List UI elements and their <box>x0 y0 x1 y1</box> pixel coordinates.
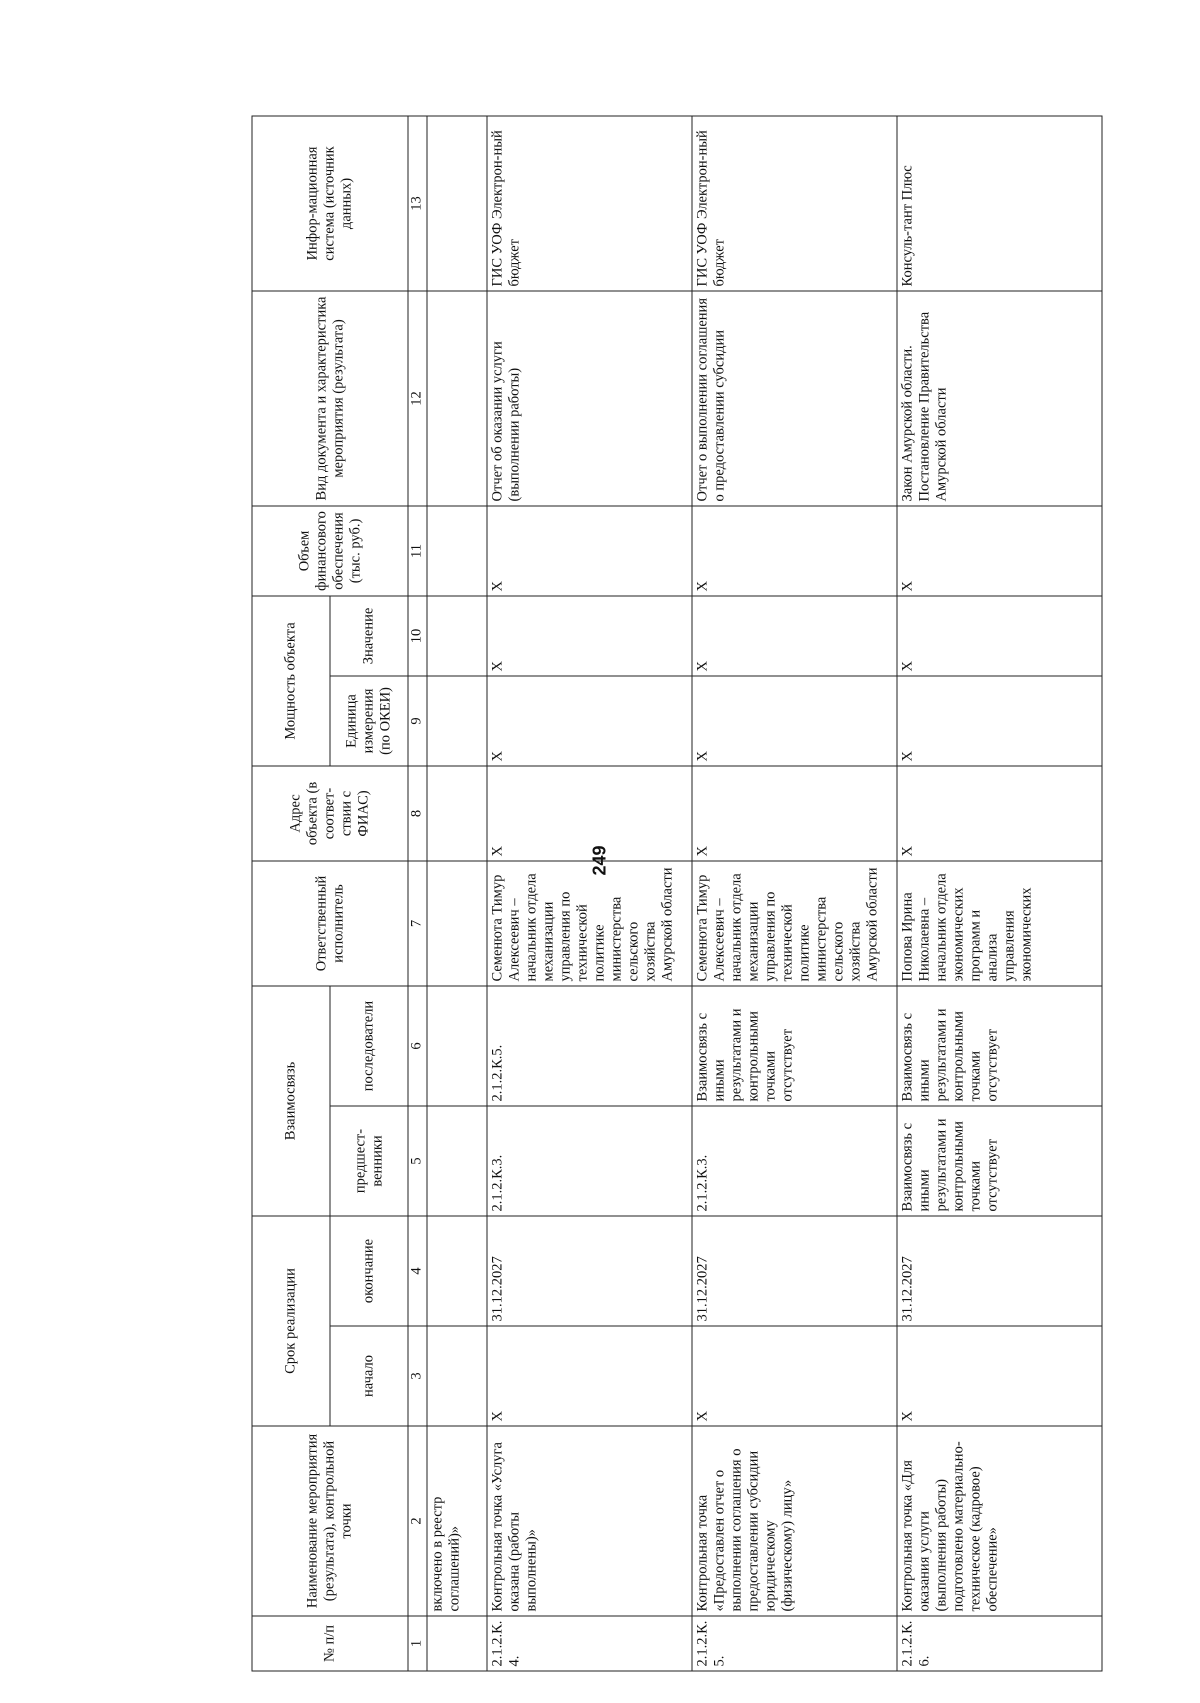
row-info-system: ГИС УОФ Электрон-ный бюджет <box>692 116 897 291</box>
header-unit: Единица измерения (по ОКЕИ) <box>330 676 408 766</box>
row-predecessors: 2.1.2.К.3. <box>487 1106 692 1216</box>
row-address: X <box>487 766 692 861</box>
row-info-system: Консуль-тант Плюс <box>897 116 1102 291</box>
header-start: начало <box>330 1326 408 1426</box>
header-num: № п/п <box>252 1616 408 1671</box>
row-value: X <box>692 596 897 676</box>
row-predecessors: Взаимосвязь с иными результатами и контрольными точками отсутствует <box>897 1106 1102 1216</box>
row-name: Контрольная точка «Услуга оказана (работы выполнены)» <box>487 1426 692 1616</box>
row-address: X <box>897 766 1102 861</box>
row-responsible: Семенюта Тимур Алексеевич – начальник отдела механизации управления по технической политике министерства сельского хозяйства Амурской области <box>692 861 897 986</box>
column-numbers-row <box>408 116 427 1671</box>
row-unit: X <box>897 676 1102 766</box>
row-doc-type: Отчет о выполнении соглашения о предоставлении субсидии <box>692 291 897 506</box>
row-name: Контрольная точка «Для оказания услуги (выполнения работы) подготовлено материально-техническое (кадровое) обеспечение» <box>897 1426 1102 1616</box>
row-end: 31.12.2027 <box>692 1216 897 1326</box>
row-info-system: ГИС УОФ Электрон-ный бюджет <box>487 116 692 291</box>
table-row <box>897 116 1102 1671</box>
header-row-1 <box>252 116 330 1671</box>
row-num: 2.1.2.К.6. <box>897 1616 1102 1671</box>
row-start: X <box>692 1326 897 1426</box>
header-successors: последователи <box>330 986 408 1106</box>
header-capacity: Мощность объекта <box>252 596 330 766</box>
header-info-system: Инфор-мационная система (источник данных) <box>252 116 408 291</box>
row-start: X <box>897 1326 1102 1426</box>
header-relation: Взаимосвязь <box>252 986 330 1216</box>
header-doc-type: Вид документа и характеристика мероприятия (результата) <box>252 291 408 506</box>
row-responsible: Семенюта Тимур Алексеевич – начальник отдела механизации управления по технической политике министерства сельского хозяйства Амурской области <box>487 861 692 986</box>
header-predecessors: предшест-венники <box>330 1106 408 1216</box>
header-end: окончание <box>330 1216 408 1326</box>
row-doc-type: Закон Амурской области. Постановление Правительства Амурской области <box>897 291 1102 506</box>
row-unit: X <box>487 676 692 766</box>
row-num: 2.1.2.К.4. <box>487 1616 692 1671</box>
header-value: Значение <box>330 596 408 676</box>
table-row <box>487 116 692 1671</box>
row-doc-type: Отчет об оказании услуги (выполнении работы) <box>487 291 692 506</box>
row-value: X <box>897 596 1102 676</box>
col-num: 8 <box>408 766 427 861</box>
row-start: X <box>487 1326 692 1426</box>
row-responsible: Попова Ирина Николаевна – начальник отдела экономических программ и анализа управления экономических <box>897 861 1102 986</box>
rotated-table-sheet <box>252 117 1112 1672</box>
col-num: 5 <box>408 1106 427 1216</box>
row-value: X <box>487 596 692 676</box>
row-predecessors: 2.1.2.К.3. <box>692 1106 897 1216</box>
row-num: 2.1.2.К.5. <box>692 1616 897 1671</box>
col-num: 4 <box>408 1216 427 1326</box>
continuation-row <box>427 116 487 1671</box>
header-responsible: Ответственный исполнитель <box>252 861 408 986</box>
plan-table <box>252 115 1103 1671</box>
row-funding: X <box>897 506 1102 596</box>
row-successors: Взаимосвязь с иными результатами и контрольными точками отсутствует <box>692 986 897 1106</box>
col-num: 9 <box>408 676 427 766</box>
col-num: 10 <box>408 596 427 676</box>
page-number: 249 <box>589 845 610 876</box>
col-num: 11 <box>408 506 427 596</box>
row-successors: 2.1.2.К.5. <box>487 986 692 1106</box>
continuation-name: включено в реестр соглашений)» <box>427 1426 487 1616</box>
col-num: 1 <box>408 1616 427 1671</box>
table-row <box>692 116 897 1671</box>
row-name: Контрольная точка «Предоставлен отчет о выполнении соглашения о предоставлении субсидии юридическому (физическому) лицу» <box>692 1426 897 1616</box>
row-end: 31.12.2027 <box>487 1216 692 1326</box>
row-successors: Взаимосвязь с иными результатами и контрольными точками отсутствует <box>897 986 1102 1106</box>
header-address: Адрес объекта (в соответ-ствии с ФИАС) <box>252 766 408 861</box>
row-address: X <box>692 766 897 861</box>
col-num: 7 <box>408 861 427 986</box>
col-num: 13 <box>408 116 427 291</box>
header-name: Наименование мероприятия (результата), контрольной точки <box>252 1426 408 1616</box>
col-num: 3 <box>408 1326 427 1426</box>
col-num: 6 <box>408 986 427 1106</box>
row-unit: X <box>692 676 897 766</box>
header-period: Срок реализации <box>252 1216 330 1426</box>
row-end: 31.12.2027 <box>897 1216 1102 1326</box>
row-funding: X <box>487 506 692 596</box>
header-funding: Объем финансового обеспечения (тыс. руб.) <box>252 506 408 596</box>
row-funding: X <box>692 506 897 596</box>
col-num: 2 <box>408 1426 427 1616</box>
col-num: 12 <box>408 291 427 506</box>
